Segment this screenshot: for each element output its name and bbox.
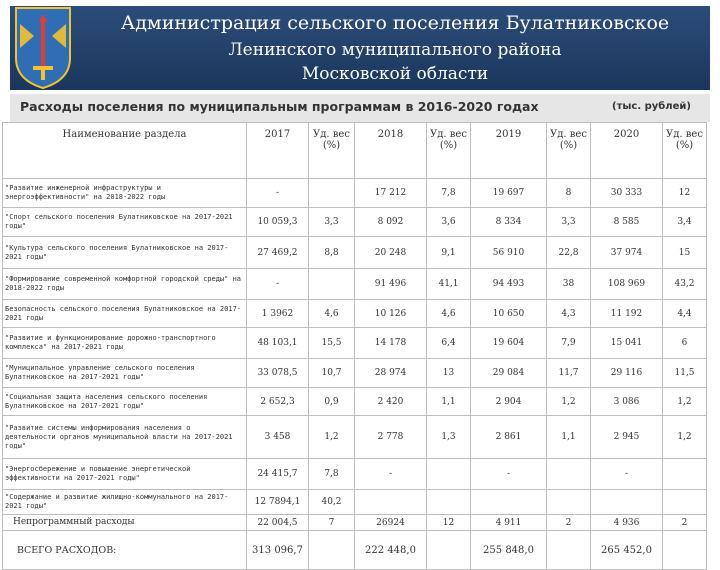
table-cell: 2 861 [471, 416, 547, 459]
table-cell: 0,9 [309, 388, 355, 416]
table-cell: 7,8 [309, 459, 355, 490]
table-cell: 4,3 [547, 300, 591, 328]
table-cell: 43,2 [663, 269, 707, 300]
table-cell: 7 [309, 515, 355, 531]
row-label-cell: ВСЕГО РАСХОДОВ: [3, 531, 247, 570]
table-cell: 10 059,3 [247, 208, 309, 237]
table-cell: 15 041 [591, 328, 663, 359]
row-label-cell: "Культура сельского поселения Булатниковское на 2017-2021 годы" [3, 237, 247, 269]
table-cell: 10,7 [309, 359, 355, 388]
table-cell: 8 334 [471, 208, 547, 237]
table-cell: 24 415,7 [247, 459, 309, 490]
table-cell: 11,5 [663, 359, 707, 388]
table-cell [471, 490, 547, 515]
table-cell: 2 [663, 515, 707, 531]
table-cell: - [247, 179, 309, 208]
table-cell [427, 459, 471, 490]
table-cell: - [471, 459, 547, 490]
header-cell: Уд. вес (%) [427, 123, 471, 179]
table-cell: 255 848,0 [471, 531, 547, 570]
table-cell: 2 652,3 [247, 388, 309, 416]
table-cell: 1,2 [547, 388, 591, 416]
header-cell: Уд. вес (%) [309, 123, 355, 179]
row-label-cell: "Развитие системы информирования населения о деятельности органов муниципальной власти на 2017-2021 годы" [3, 416, 247, 459]
row-label-cell: "Содержание и развитие жилищно-коммунального на 2017-2021 годы" [3, 490, 247, 515]
table-cell: 1,3 [427, 416, 471, 459]
table-cell: 2 [547, 515, 591, 531]
table-cell: 6,4 [427, 328, 471, 359]
table-row [3, 388, 707, 416]
table-cell: 7,8 [427, 179, 471, 208]
header-cell: 2019 [471, 123, 547, 179]
table-cell: 10 650 [471, 300, 547, 328]
table-cell: 2 945 [591, 416, 663, 459]
table-cell: 94 493 [471, 269, 547, 300]
table-cell: 38 [547, 269, 591, 300]
table-row [3, 300, 707, 328]
table-cell: 3,6 [427, 208, 471, 237]
subtitle: Расходы поселения по муниципальным программам в 2016-2020 годах [20, 99, 539, 114]
table-cell: 1 3962 [247, 300, 309, 328]
header-title-line1: Администрация сельского поселения Булатниковское [120, 12, 670, 34]
table-cell: 2 420 [355, 388, 427, 416]
header-title-line3: Московской области [301, 64, 489, 84]
table-cell [427, 490, 471, 515]
table-row [3, 269, 707, 300]
table-cell: 22,8 [547, 237, 591, 269]
header-title-line2: Ленинского муниципального района [228, 40, 562, 60]
row-label-cell: "Муниципальное управление сельского поселения Булатниковское на 2017-2021 годы" [3, 359, 247, 388]
table-cell: 4,6 [309, 300, 355, 328]
header-cell: Наименование раздела [3, 123, 247, 179]
table-row [3, 490, 707, 515]
table-cell: 12 [663, 179, 707, 208]
table-cell [591, 490, 663, 515]
table-row [3, 208, 707, 237]
table-cell: 108 969 [591, 269, 663, 300]
table-cell: 4,6 [427, 300, 471, 328]
table-cell: 4 911 [471, 515, 547, 531]
table-cell: 48 103,1 [247, 328, 309, 359]
table-cell [355, 490, 427, 515]
table-cell: 28 974 [355, 359, 427, 388]
table-cell: 4,4 [663, 300, 707, 328]
table-cell: 20 248 [355, 237, 427, 269]
table-cell: 1,1 [547, 416, 591, 459]
table-cell [309, 531, 355, 570]
table-cell: 19 604 [471, 328, 547, 359]
table-cell: 12 [427, 515, 471, 531]
table-cell: 1,2 [663, 388, 707, 416]
table-cell: 9,1 [427, 237, 471, 269]
table-cell: 265 452,0 [591, 531, 663, 570]
table-total-row [3, 531, 707, 570]
table-cell: 41,1 [427, 269, 471, 300]
table-cell: 313 096,7 [247, 531, 309, 570]
header-cell: 2017 [247, 123, 309, 179]
table-cell: 29 116 [591, 359, 663, 388]
row-label-cell: "Развитие и функционирование дорожно-транспортного комплекса" на 2017-2021 годы [3, 328, 247, 359]
coat-of-arms-icon [14, 6, 72, 90]
table-cell: 33 078,5 [247, 359, 309, 388]
table-cell: 6 [663, 328, 707, 359]
table-cell: 2 778 [355, 416, 427, 459]
table-row [3, 359, 707, 388]
table-cell: 14 178 [355, 328, 427, 359]
table-cell: 222 448,0 [355, 531, 427, 570]
table-cell: - [591, 459, 663, 490]
table-cell: 37 974 [591, 237, 663, 269]
table-row [3, 237, 707, 269]
table-cell [663, 531, 707, 570]
table-cell: 8 585 [591, 208, 663, 237]
table-cell: 19 697 [471, 179, 547, 208]
table-cell: 11 192 [591, 300, 663, 328]
table-cell: 1,1 [427, 388, 471, 416]
table-cell: 29 084 [471, 359, 547, 388]
table-cell: 1,2 [663, 416, 707, 459]
table-cell [663, 490, 707, 515]
table-row [3, 416, 707, 459]
table-row [3, 328, 707, 359]
table-cell: 3,3 [309, 208, 355, 237]
table-cell: 15 [663, 237, 707, 269]
row-label-cell: Безопасность сельского поселения Булатниковское на 2017-2021 годы [3, 300, 247, 328]
row-label-cell: "Формирование современной комфортной городской среды" на 2018-2022 годы [3, 269, 247, 300]
table-cell: - [247, 269, 309, 300]
header-cell: Уд. вес (%) [547, 123, 591, 179]
table-cell: 1,2 [309, 416, 355, 459]
table-cell [309, 269, 355, 300]
table-cell: 4 936 [591, 515, 663, 531]
table-cell [427, 531, 471, 570]
row-label-cell: "Социальная защита населения сельского поселения Булатниковское на 2017-2021 годы" [3, 388, 247, 416]
table-cell: 8 [547, 179, 591, 208]
table-cell: - [355, 459, 427, 490]
header-cell: Уд. вес (%) [663, 123, 707, 179]
table-cell: 40,2 [309, 490, 355, 515]
row-label-cell: "Энергосбережение и повышение энергетической эффективности на 2017-2021 годы" [3, 459, 247, 490]
header-cell: 2018 [355, 123, 427, 179]
table-cell [547, 459, 591, 490]
row-label-cell: "Спорт сельского поселения Булатниковское на 2017-2021 годы" [3, 208, 247, 237]
expenses-table [2, 122, 707, 570]
table-cell: 17 212 [355, 179, 427, 208]
table-cell [547, 490, 591, 515]
table-cell: 56 910 [471, 237, 547, 269]
table-cell: 3 086 [591, 388, 663, 416]
table-cell: 8,8 [309, 237, 355, 269]
table-cell: 11,7 [547, 359, 591, 388]
table-row [3, 459, 707, 490]
table-cell: 27 469,2 [247, 237, 309, 269]
table-cell: 15,5 [309, 328, 355, 359]
table-row [3, 179, 707, 208]
table-cell [663, 459, 707, 490]
table-cell [309, 179, 355, 208]
table-row [3, 515, 707, 531]
table-cell: 3,4 [663, 208, 707, 237]
row-label-cell: "Развитие инженерной инфраструктуры и энергоэффективности" на 2018-2022 годы [3, 179, 247, 208]
table-cell: 10 126 [355, 300, 427, 328]
row-label-cell: Непрограммный расходы [3, 515, 247, 531]
table-cell: 2 904 [471, 388, 547, 416]
table-cell: 22 004,5 [247, 515, 309, 531]
units-label: (тыс. рублей) [612, 101, 691, 112]
table-cell: 3 458 [247, 416, 309, 459]
table-cell: 91 496 [355, 269, 427, 300]
table-cell [547, 531, 591, 570]
table-cell: 30 333 [591, 179, 663, 208]
table-cell: 7,9 [547, 328, 591, 359]
table-cell: 3,3 [547, 208, 591, 237]
table-cell: 26924 [355, 515, 427, 531]
table-cell: 8 092 [355, 208, 427, 237]
header-cell: 2020 [591, 123, 663, 179]
table-cell: 12 7894,1 [247, 490, 309, 515]
table-header-row [3, 123, 707, 179]
table-cell: 13 [427, 359, 471, 388]
expenses-table-container [2, 122, 706, 570]
